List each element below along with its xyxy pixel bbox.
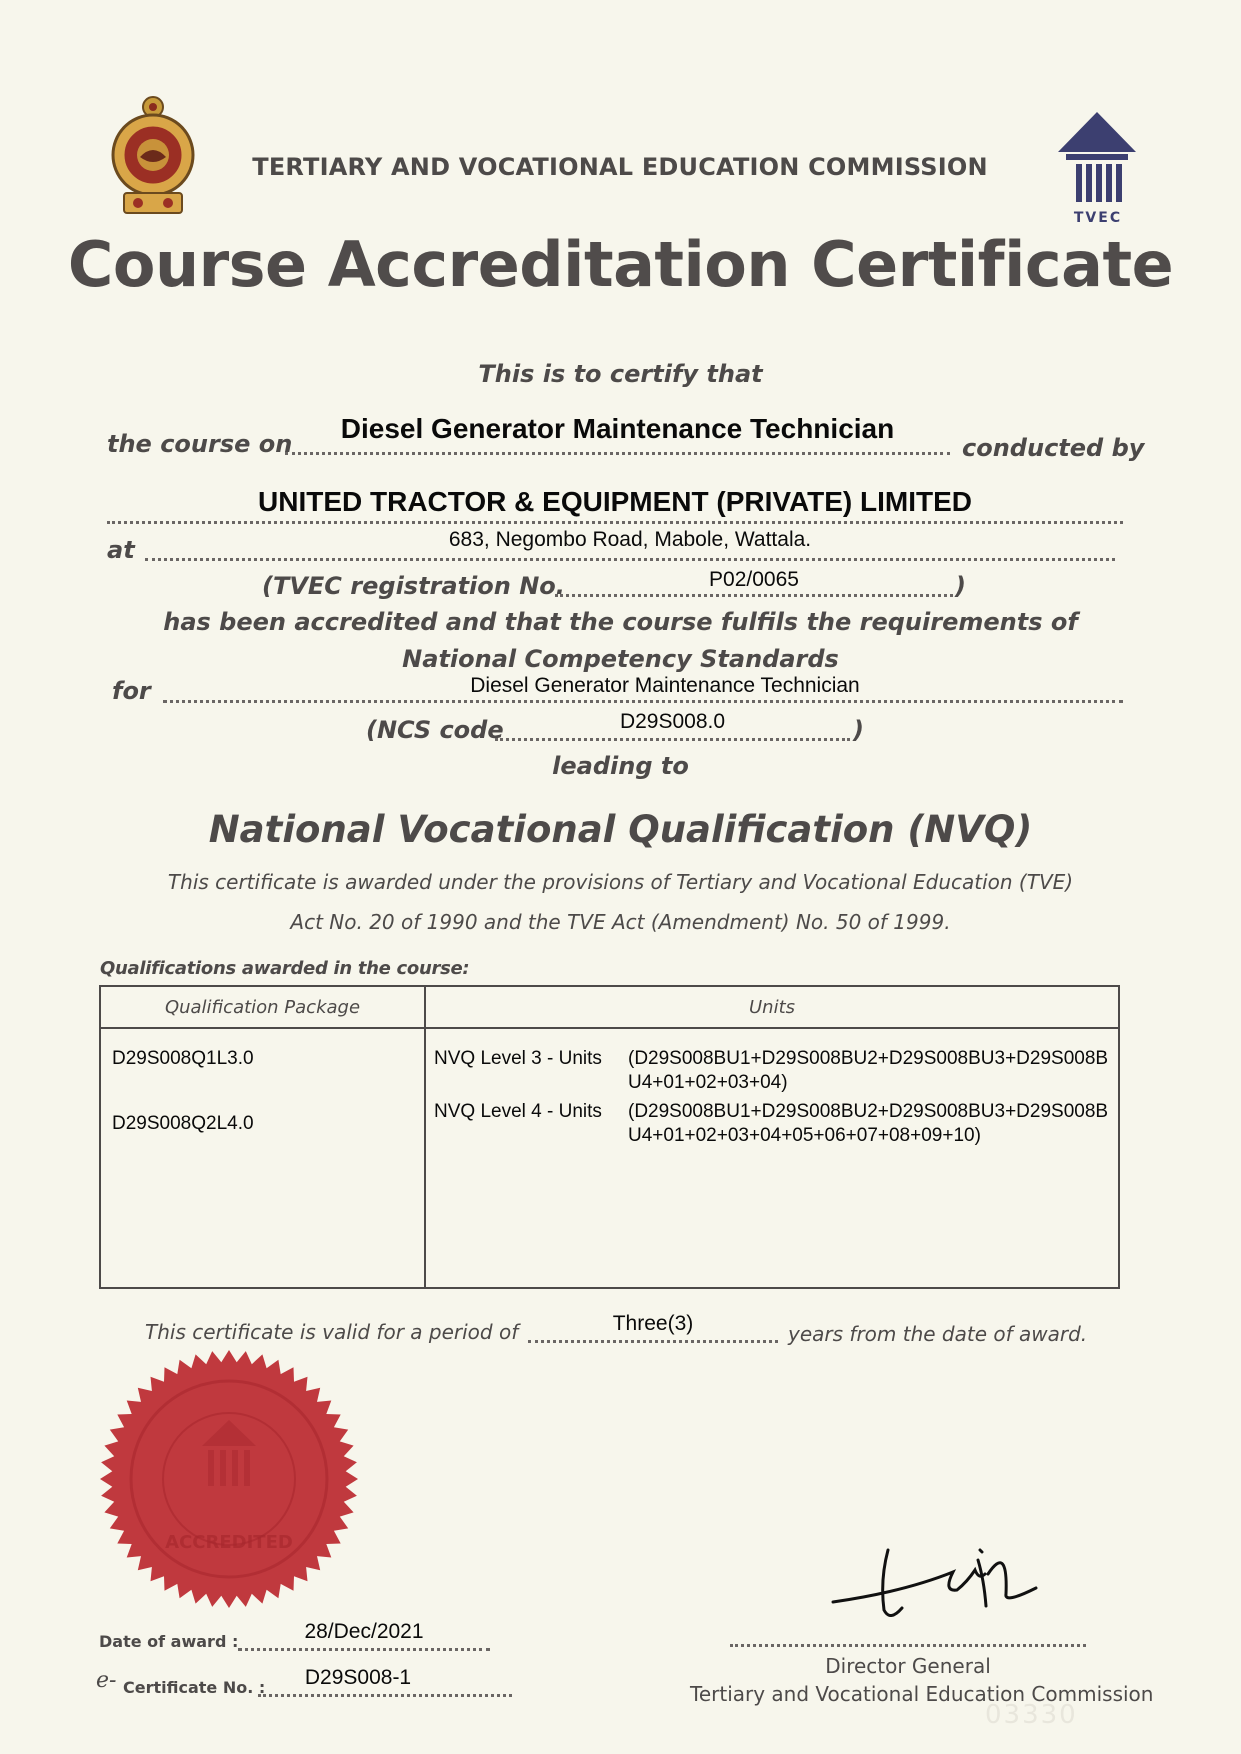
leading-to-line: leading to	[552, 752, 689, 780]
course-prefix-label: the course on	[107, 430, 293, 458]
package-code: D29S008Q2L4.0	[112, 1113, 254, 1134]
ncs-dotted-line	[163, 700, 1123, 703]
provision-line-2: Act No. 20 of 1990 and the TVE Act (Amendment) No. 50 of 1999.	[290, 910, 951, 934]
tvec-building-icon	[1052, 110, 1142, 210]
at-label: at	[107, 536, 135, 564]
certificate-dotted-line	[258, 1694, 512, 1697]
date-of-award-label: Date of award :	[99, 1632, 239, 1651]
address-value: 683, Negombo Road, Mabole, Wattala.	[448, 528, 812, 551]
qualifications-caption: Qualifications awarded in the course:	[100, 958, 470, 979]
institution-dotted-line	[107, 521, 1123, 524]
validity-period-value: Three(3)	[612, 1312, 694, 1335]
nvq-title: National Vocational Qualification (NVQ)	[208, 808, 1033, 851]
ncs-code-label: (NCS code	[366, 716, 504, 744]
tvec-logo-text: TVEC	[1073, 210, 1123, 226]
col-header-package: Qualification Package	[100, 986, 425, 1028]
signature-dotted-line	[730, 1644, 1086, 1647]
signatory-org: Tertiary and Vocational Education Commission	[690, 1682, 1154, 1706]
validity-suffix: years from the date of award.	[788, 1322, 1088, 1346]
units-list: (D29S008BU1+D29S008BU2+D29S008BU3+D29S008BU4+01+02+03+04)	[628, 1048, 1109, 1093]
nvq-level-label: NVQ Level 4 - Units	[434, 1101, 602, 1122]
certificate-title: Course Accreditation Certificate	[67, 228, 1174, 301]
package-code: D29S008Q1L3.0	[112, 1048, 254, 1069]
serial-number: 03330	[985, 1700, 1078, 1730]
validity-prefix: This certificate is valid for a period of	[145, 1320, 519, 1344]
course-dotted-line	[285, 452, 950, 455]
seal-starburst	[100, 1350, 358, 1608]
registration-close: )	[955, 572, 966, 600]
e-prefix: e-	[96, 1668, 117, 1693]
table-row-units	[434, 1100, 1118, 1148]
institution-value: UNITED TRACTOR & EQUIPMENT (PRIVATE) LIMITED	[258, 486, 972, 517]
course-name-value: Diesel Generator Maintenance Technician	[340, 413, 895, 444]
address-dotted-line	[145, 558, 1115, 561]
col-header-units: Units	[425, 986, 1119, 1028]
units-list: (D29S008BU1+D29S008BU2+D29S008BU3+D29S008BU4+01+02+03+04+05+06+07+08+09+10)	[628, 1101, 1109, 1146]
director-signature	[828, 1540, 1048, 1630]
table-row-units	[434, 1047, 1118, 1093]
validity-dotted-line	[528, 1340, 778, 1343]
commission-heading: TERTIARY AND VOCATIONAL EDUCATION COMMISSION	[252, 153, 988, 181]
accreditation-seal	[98, 1348, 360, 1610]
registration-no-value: P02/0065	[709, 568, 799, 591]
date-dotted-line	[238, 1648, 490, 1651]
table-row-package	[112, 1112, 424, 1136]
certify-line: This is to certify that	[478, 360, 763, 388]
ncs-code-dotted-line	[495, 738, 850, 741]
signatory-title: Director General	[825, 1654, 991, 1678]
conducted-by-label: conducted by	[962, 434, 1145, 462]
for-label: for	[112, 677, 151, 705]
certificate-no-value: D29S008-1	[304, 1666, 412, 1689]
certificate-no-label: Certificate No. :	[123, 1678, 266, 1697]
ncs-code-value: D29S008.0	[619, 710, 726, 733]
ncs-code-close: )	[853, 716, 864, 744]
ncs-line: National Competency Standards	[402, 645, 839, 673]
registration-dotted-line	[555, 594, 953, 597]
registration-label: (TVEC registration No.	[262, 572, 565, 600]
table-row-package	[112, 1047, 424, 1099]
sri-lanka-emblem-icon	[110, 95, 196, 217]
seal-text: ACCREDITED	[165, 1532, 293, 1553]
qualifications-table	[99, 985, 1120, 1289]
accredited-line: has been accredited and that the course fulfils the requirements of	[163, 608, 1078, 636]
ncs-name-value: Diesel Generator Maintenance Technician	[470, 674, 860, 697]
tvec-logo	[1052, 110, 1142, 230]
nvq-level-label: NVQ Level 3 - Units	[434, 1048, 602, 1069]
date-of-award-value: 28/Dec/2021	[304, 1620, 424, 1643]
provision-line-1: This certificate is awarded under the provisions of Tertiary and Vocational Education (TVE)	[167, 870, 1074, 894]
